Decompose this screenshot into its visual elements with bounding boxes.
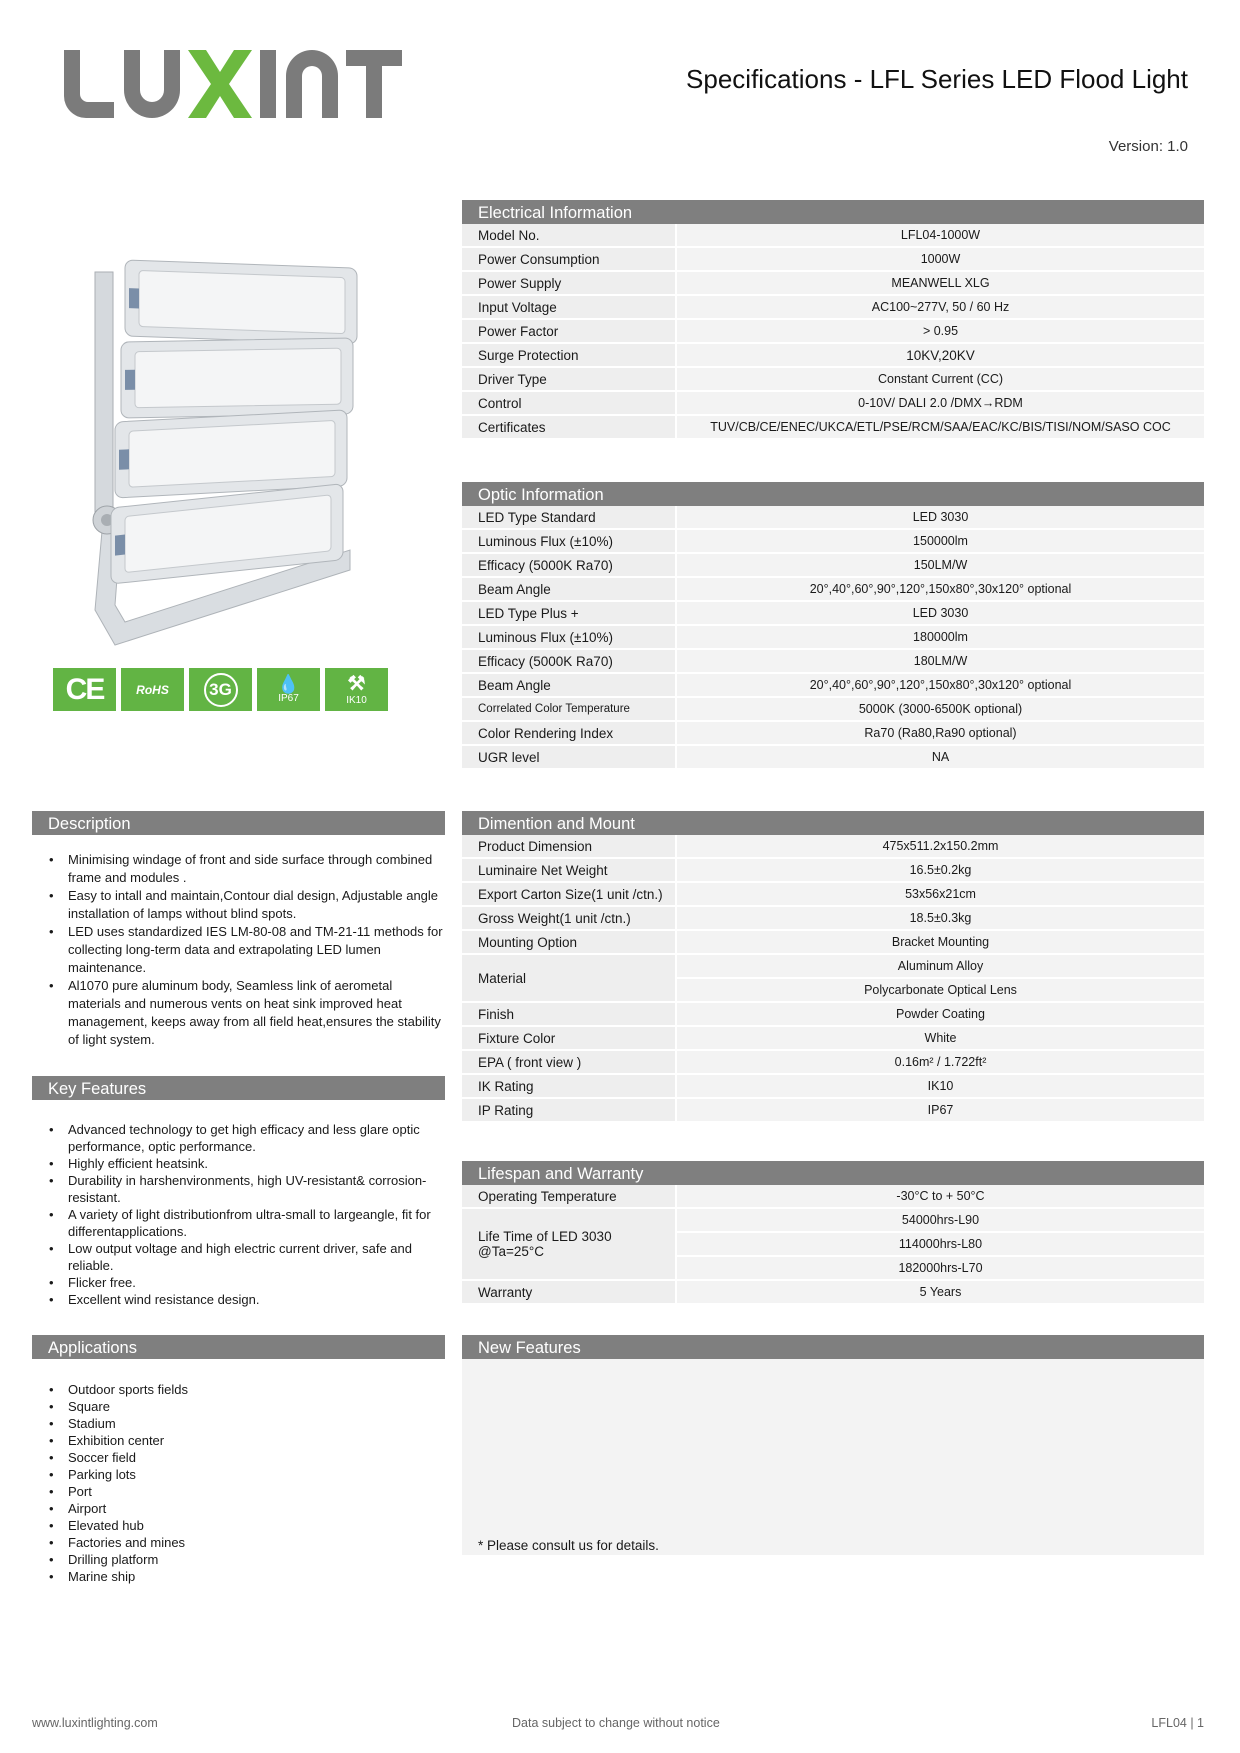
row-value: 180LM/W — [676, 649, 1204, 673]
electrical-header: Electrical Information — [462, 200, 1204, 224]
key-features-list — [32, 1121, 445, 1308]
list-item: • Highly efficient heatsink. — [68, 1155, 445, 1172]
row-value: 16.5±0.2kg — [676, 858, 1204, 882]
key-features-section — [32, 1076, 445, 1308]
table-row — [462, 1002, 1204, 1026]
footer-notice: Data subject to change without notice — [512, 1716, 720, 1730]
table-row — [462, 247, 1204, 271]
row-value: Constant Current (CC) — [676, 367, 1204, 391]
ip67-icon: 💧 IP67 — [257, 668, 320, 711]
table-row — [462, 625, 1204, 649]
table-row — [462, 295, 1204, 319]
applications-section — [32, 1335, 445, 1585]
description-list — [32, 851, 445, 1049]
row-value: IP67 — [676, 1098, 1204, 1122]
document-title: Specifications - LFL Series LED Flood Light — [686, 64, 1188, 94]
row-label: Luminaire Net Weight — [462, 858, 676, 882]
table-row — [462, 745, 1204, 769]
product-image — [85, 250, 375, 650]
list-item: • Outdoor sports fields — [68, 1381, 445, 1398]
new-features-header: New Features — [462, 1335, 1204, 1359]
electrical-table — [462, 224, 1204, 440]
list-item: • Soccer field — [68, 1449, 445, 1466]
row-label: Efficacy (5000K Ra70) — [462, 553, 676, 577]
list-item: • Drilling platform — [68, 1551, 445, 1568]
table-row — [462, 835, 1204, 858]
row-label: UGR level — [462, 745, 676, 769]
row-label: Input Voltage — [462, 295, 676, 319]
table-row — [462, 906, 1204, 930]
list-item: • Port — [68, 1483, 445, 1500]
table-row — [462, 415, 1204, 439]
table-row — [462, 224, 1204, 247]
row-label: Finish — [462, 1002, 676, 1026]
table-row — [462, 930, 1204, 954]
table-row — [462, 649, 1204, 673]
certification-badges — [53, 668, 388, 711]
row-value: 20°,40°,60°,90°,120°,150x80°,30x120° optional — [676, 673, 1204, 697]
table-row — [462, 1280, 1204, 1304]
table-row — [462, 271, 1204, 295]
table-row — [462, 1185, 1204, 1208]
table-row — [462, 319, 1204, 343]
table-row — [462, 577, 1204, 601]
list-item: • LED uses standardized IES LM-80-08 and TM-21-11 methods for collecting long-term data and extrapolating LED lumen maintenance. — [68, 923, 445, 977]
row-value: 5000K (3000-6500K optional) — [676, 697, 1204, 721]
row-label: LED Type Standard — [462, 506, 676, 529]
list-item: • Stadium — [68, 1415, 445, 1432]
list-item: • Exhibition center — [68, 1432, 445, 1449]
row-value: LFL04-1000W — [676, 224, 1204, 247]
lifespan-section — [462, 1161, 1204, 1305]
table-row — [462, 529, 1204, 553]
row-value: Aluminum Alloy — [676, 954, 1204, 978]
row-value: 1000W — [676, 247, 1204, 271]
life-label-line-2: @Ta=25°C — [478, 1244, 545, 1259]
table-row — [462, 954, 1204, 978]
list-item: • Al1070 pure aluminum body, Seamless link of aerometal materials and numerous vents on heat sink improved heat management, keeps away from all field heat,ensures the stability of light system. — [68, 977, 445, 1049]
row-label: Material — [462, 954, 676, 1002]
row-label: Luminous Flux (±10%) — [462, 625, 676, 649]
table-row — [462, 858, 1204, 882]
row-value: -30°C to + 50°C — [676, 1185, 1204, 1208]
table-row — [462, 721, 1204, 745]
ik10-icon: ⚒ IK10 — [325, 668, 388, 711]
row-value: AC100~277V, 50 / 60 Hz — [676, 295, 1204, 319]
optic-section — [462, 482, 1204, 770]
list-item: • Flicker free. — [68, 1274, 445, 1291]
list-item: • Parking lots — [68, 1466, 445, 1483]
row-value: 182000hrs-L70 — [676, 1256, 1204, 1280]
list-item: • Factories and mines — [68, 1534, 445, 1551]
row-value: 0.16m² / 1.722ft² — [676, 1050, 1204, 1074]
row-label: Certificates — [462, 415, 676, 439]
row-value: IK10 — [676, 1074, 1204, 1098]
table-row — [462, 673, 1204, 697]
table-row — [462, 1208, 1204, 1232]
optic-header: Optic Information — [462, 482, 1204, 506]
list-item: • Low output voltage and high electric current driver, safe and reliable. — [68, 1240, 445, 1274]
description-header: Description — [32, 811, 445, 835]
row-value: 150000lm — [676, 529, 1204, 553]
row-value: > 0.95 — [676, 319, 1204, 343]
row-value: MEANWELL XLG — [676, 271, 1204, 295]
new-features-body — [462, 1359, 1204, 1555]
table-row — [462, 553, 1204, 577]
row-label: Fixture Color — [462, 1026, 676, 1050]
new-features-note: * Please consult us for details. — [478, 1538, 659, 1553]
row-value: LED 3030 — [676, 506, 1204, 529]
row-label: Driver Type — [462, 367, 676, 391]
row-value: 150LM/W — [676, 553, 1204, 577]
brand-logo — [60, 48, 405, 120]
table-row — [462, 343, 1204, 367]
row-value: 53x56x21cm — [676, 882, 1204, 906]
dimension-section — [462, 811, 1204, 1123]
3g-icon: 3G — [189, 668, 252, 711]
row-label: Surge Protection — [462, 343, 676, 367]
row-value: 475x511.2x150.2mm — [676, 835, 1204, 858]
footer-website: www.luxintlighting.com — [32, 1716, 158, 1730]
key-features-header: Key Features — [32, 1076, 445, 1100]
applications-list — [32, 1381, 445, 1585]
row-label: IK Rating — [462, 1074, 676, 1098]
row-label: Beam Angle — [462, 673, 676, 697]
row-value: Polycarbonate Optical Lens — [676, 978, 1204, 1002]
row-label: Luminous Flux (±10%) — [462, 529, 676, 553]
table-row — [462, 1074, 1204, 1098]
row-value: Bracket Mounting — [676, 930, 1204, 954]
list-item: • Advanced technology to get high efficacy and less glare optic performance, optic performance. — [68, 1121, 445, 1155]
row-value: 5 Years — [676, 1280, 1204, 1304]
table-row — [462, 1026, 1204, 1050]
lifespan-header: Lifespan and Warranty — [462, 1161, 1204, 1185]
table-row — [462, 601, 1204, 625]
list-item: • Airport — [68, 1500, 445, 1517]
optic-table — [462, 506, 1204, 770]
row-label — [462, 1208, 676, 1280]
footer-page: LFL04 | 1 — [1151, 1716, 1204, 1730]
row-label: Export Carton Size(1 unit /ctn.) — [462, 882, 676, 906]
table-row — [462, 391, 1204, 415]
list-item: • Square — [68, 1398, 445, 1415]
table-row — [462, 697, 1204, 721]
row-label: Gross Weight(1 unit /ctn.) — [462, 906, 676, 930]
row-label: Power Consumption — [462, 247, 676, 271]
electrical-section — [462, 200, 1204, 440]
row-value: NA — [676, 745, 1204, 769]
dimension-header: Dimention and Mount — [462, 811, 1204, 835]
table-row — [462, 882, 1204, 906]
row-label: Product Dimension — [462, 835, 676, 858]
table-row — [462, 367, 1204, 391]
description-section — [32, 811, 445, 1049]
row-label: LED Type Plus + — [462, 601, 676, 625]
row-label: Correlated Color Temperature — [462, 697, 676, 721]
row-label: EPA ( front view ) — [462, 1050, 676, 1074]
version-label: Version: 1.0 — [1108, 138, 1188, 155]
row-value: White — [676, 1026, 1204, 1050]
row-value: TUV/CB/CE/ENEC/UKCA/ETL/PSE/RCM/SAA/EAC/KC/BIS/TISI/NOM/SASO COC — [676, 415, 1204, 439]
row-value: 54000hrs-L90 — [676, 1208, 1204, 1232]
row-value: 10KV,20KV — [676, 343, 1204, 367]
row-label: Model No. — [462, 224, 676, 247]
list-item: • Easy to intall and maintain,Contour dial design, Adjustable angle installation of lamps without blind spots. — [68, 887, 445, 923]
list-item: • Elevated hub — [68, 1517, 445, 1534]
row-label: Beam Angle — [462, 577, 676, 601]
list-item: • A variety of light distributionfrom ultra-small to largeangle, fit for differentapplications. — [68, 1206, 445, 1240]
lifespan-table — [462, 1185, 1204, 1305]
row-label: Mounting Option — [462, 930, 676, 954]
rohs-icon: RoHS — [121, 668, 184, 711]
row-value: Powder Coating — [676, 1002, 1204, 1026]
row-label: Power Supply — [462, 271, 676, 295]
row-label: Warranty — [462, 1280, 676, 1304]
list-item: • Minimising windage of front and side surface through combined frame and modules . — [68, 851, 445, 887]
table-row — [462, 506, 1204, 529]
list-item: • Marine ship — [68, 1568, 445, 1585]
list-item: • Durability in harshenvironments, high UV-resistant& corrosion-resistant. — [68, 1172, 445, 1206]
row-value: 20°,40°,60°,90°,120°,150x80°,30x120° optional — [676, 577, 1204, 601]
row-value: LED 3030 — [676, 601, 1204, 625]
table-row — [462, 1050, 1204, 1074]
row-value: 114000hrs-L80 — [676, 1232, 1204, 1256]
applications-header: Applications — [32, 1335, 445, 1359]
row-label: Efficacy (5000K Ra70) — [462, 649, 676, 673]
row-label: Operating Temperature — [462, 1185, 676, 1208]
row-value: 0-10V/ DALI 2.0 /DMX→RDM — [676, 391, 1204, 415]
table-row — [462, 1098, 1204, 1122]
row-value: 18.5±0.3kg — [676, 906, 1204, 930]
ce-icon: CE — [53, 668, 116, 711]
row-value: Ra70 (Ra80,Ra90 optional) — [676, 721, 1204, 745]
dimension-table — [462, 835, 1204, 1123]
list-item: • Excellent wind resistance design. — [68, 1291, 445, 1308]
row-label: IP Rating — [462, 1098, 676, 1122]
new-features-section — [462, 1335, 1204, 1555]
row-label: Color Rendering Index — [462, 721, 676, 745]
row-value: 180000lm — [676, 625, 1204, 649]
row-label: Power Factor — [462, 319, 676, 343]
row-label: Control — [462, 391, 676, 415]
life-label-line-1: Life Time of LED 3030 — [478, 1229, 612, 1244]
